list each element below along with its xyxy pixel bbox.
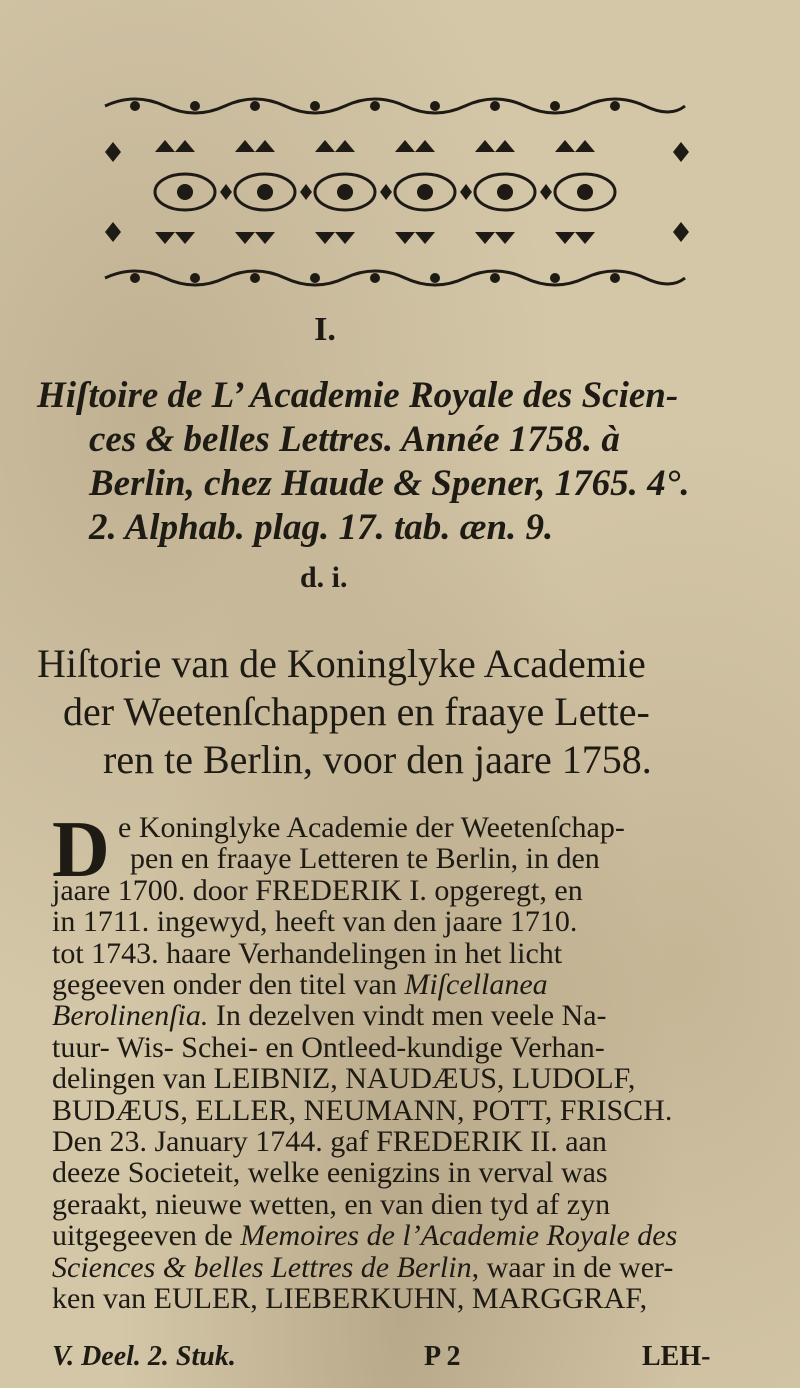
italic-title-run: Sciences & belles Lettres de Berlin	[52, 1250, 472, 1284]
french-title-line: ces & belles Lettres. Année 1758. à	[89, 419, 620, 460]
section-mark: d. i.	[300, 561, 348, 594]
italic-title-run: Berolinenſia.	[52, 999, 209, 1033]
italic-title-run: Memoires de l’Academie Royale des	[240, 1219, 678, 1253]
body-line	[52, 1000, 774, 1031]
dutch-title	[37, 640, 777, 784]
body-text-run: uitgegeeven de	[52, 1219, 241, 1253]
italic-title-run: Miſcellanea	[404, 968, 548, 1002]
body-line	[52, 1220, 774, 1251]
body-line: delingen van LEIBNIZ, NAUDÆUS, LUDOLF,	[52, 1062, 636, 1096]
body-line: deeze Societeit, welke eenigzins in verval was	[52, 1156, 608, 1190]
french-title	[37, 374, 767, 550]
body-line: BUDÆUS, ELLER, NEUMANN, POTT, FRISCH.	[52, 1093, 673, 1127]
body-line: tot 1743. haare Verhandelingen in het licht	[52, 936, 563, 970]
body-line: Den 23. January 1744. gaf FREDERIK II. aan	[52, 1125, 607, 1159]
dutch-title-line: ren te Berlin, voor den jaare 1758.	[103, 737, 652, 782]
body-line	[52, 1252, 774, 1283]
drop-cap: D	[52, 806, 110, 894]
section-number: I.	[314, 311, 336, 348]
french-title-line: Berlin, chez Haude & Spener, 1765. 4°.	[89, 463, 690, 504]
body-text-run: , waar in de wer-	[471, 1250, 674, 1284]
ornamental-header-band	[95, 92, 695, 292]
body-line: ken van EULER, LIEBERKUHN, MARGGRAF,	[52, 1282, 648, 1316]
body-line: in 1711. ingewyd, heeft van den jaare 1710.	[52, 905, 578, 939]
gathering-signature: P 2	[424, 1341, 461, 1372]
body-text-run: gegeeven onder den titel van	[52, 968, 405, 1002]
body-line: e Koninglyke Academie der Weetenſchap-	[118, 811, 625, 844]
volume-signature: V. Deel. 2. Stuk.	[52, 1341, 236, 1372]
catchword: LEH-	[642, 1341, 711, 1372]
body-paragraph	[52, 806, 774, 1316]
dutch-title-line: Hiſtorie van de Koninglyke Academie	[37, 641, 646, 686]
body-text-run: In dezelven vindt men veele Na-	[208, 999, 607, 1033]
body-line: pen en fraaye Letteren te Berlin, in den	[130, 842, 600, 876]
body-line: jaare 1700. door FREDERIK I. opgeregt, en	[52, 873, 583, 907]
dutch-title-line: der Weetenſchappen en fraaye Lette-	[63, 689, 650, 734]
body-line	[52, 969, 774, 1000]
body-line: geraakt, nieuwe wetten, en van dien tyd af zyn	[52, 1187, 611, 1221]
french-title-line: Hiſtoire de L’ Academie Royale des Scien-	[37, 375, 679, 416]
french-title-line: 2. Alphab. plag. 17. tab. æn. 9.	[89, 507, 554, 548]
body-line: tuur- Wis- Schei- en Ontleed-kundige Verhan-	[52, 1030, 605, 1064]
